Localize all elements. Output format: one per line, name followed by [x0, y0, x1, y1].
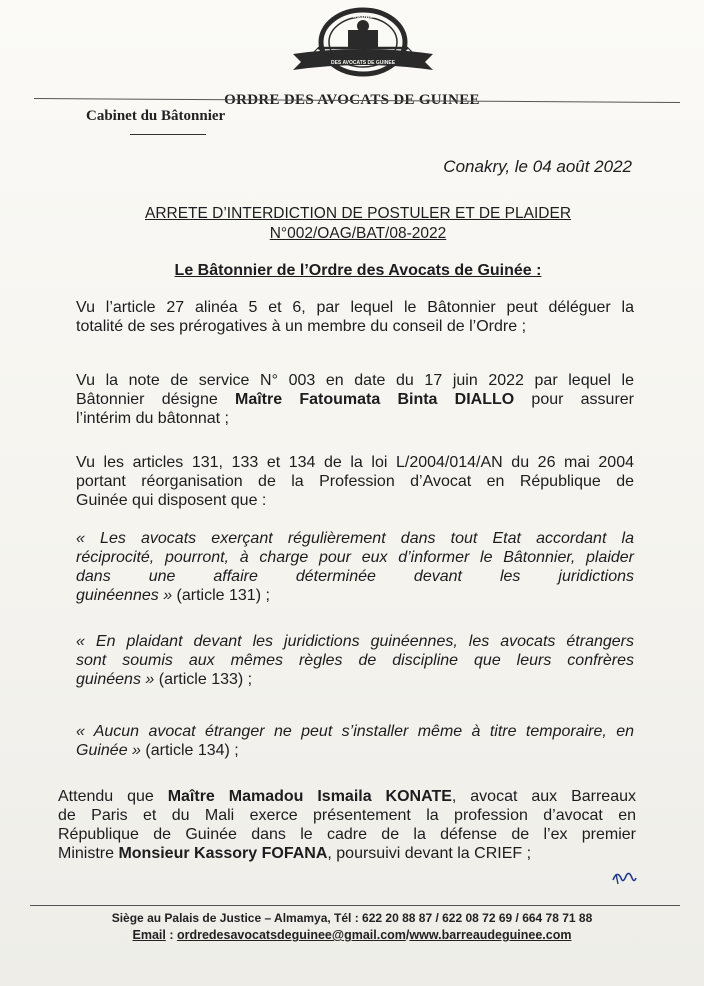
office-underline [130, 134, 206, 135]
email-link[interactable]: ordredesavocatsdeguinee@gmail.com [176, 928, 406, 942]
footer-address: Siège au Palais de Justice – Almamya, Tél : 622 20 88 87 / 622 08 72 69 / 664 78 71 88 [111, 911, 593, 925]
person-name: Monsieur Kassory FOFANA [118, 845, 328, 862]
svg-text:ORDRE: ORDRE [352, 14, 374, 20]
paragraph-service-note: Vu la note de service N° 003 en date du 17 juin 2022 par lequel le Bâtonnier désigne Maître Fatoumata Binta DIALLO pour assurer l’intérim du bâtonnat ; [76, 372, 635, 427]
office-name: Cabinet du Bâtonnier [86, 108, 226, 124]
svg-text:DES AVOCATS DE GUINEE: DES AVOCATS DE GUINEE [330, 60, 396, 66]
website-link[interactable]: www.barreaudeguinee.com [409, 928, 572, 942]
paragraph-law-articles: Vu les articles 131, 133 et 134 de la loi L/2004/014/AN du 26 mai 2004 portant réorganisation de la Profession d’Avocat en République de Guinée qui disposent que : [76, 454, 634, 509]
person-name: Maître Mamadou Ismaila KONATE [167, 788, 452, 805]
handwritten-initials [610, 866, 638, 888]
date-line: Conakry, le 04 août 2022 [443, 157, 632, 176]
quote-article-133: « En plaidant devant les juridictions guinéennes, les avocats étrangers sont soumis aux mêmes règles de discipline que leurs confrères guinéens » (article 133) ; [76, 633, 634, 688]
paragraph-article-27: Vu l’article 27 alinéa 5 et 6, par lequel le Bâtonnier peut déléguer la totalité de ses prérogatives à un membre du conseil de l’Ordre ; [76, 299, 634, 335]
quote-article-134: « Aucun avocat étranger ne peut s’installer même à titre temporaire, en Guinée » (article 134) ; [76, 723, 634, 759]
paragraph-whereas: Attendu que Maître Mamadou Ismaila KONATE, avocat aux Barreaux de Paris et du Mali exerce présentement la profession d’avocat en République de Guinée dans le cadre de la défense de l’ex premier Ministre Monsieur Kassory FOFANA, poursuivi devant la CRIEF ; [58, 788, 636, 862]
issuer-heading: Le Bâtonnier de l’Ordre des Avocats de Guinée : [174, 262, 542, 279]
footer-divider [30, 905, 680, 906]
bar-association-seal [288, 4, 438, 84]
decree-number: N°002/OAG/BAT/08-2022 [269, 225, 447, 242]
quote-article-131: « Les avocats exerçant régulièrement dans tout Etat accordant la réciprocité, pourront, à charge pour eux d’informer le Bâtonnier, plaider dans une affaire déterminée devant les juridictions guinéennes » (article 131) ; [76, 530, 634, 604]
decree-title: ARRETE D’INTERDICTION DE POSTULER ET DE PLAIDER [144, 205, 572, 222]
person-name: Maître Fatoumata Binta DIALLO [234, 391, 515, 408]
organization-name: ORDRE DES AVOCATS DE GUINEE [224, 92, 480, 108]
footer-contact: Email : ordredesavocatsdeguinee@gmail.com/www.barreaudeguinee.com [132, 928, 572, 942]
email-label: Email [132, 928, 166, 942]
